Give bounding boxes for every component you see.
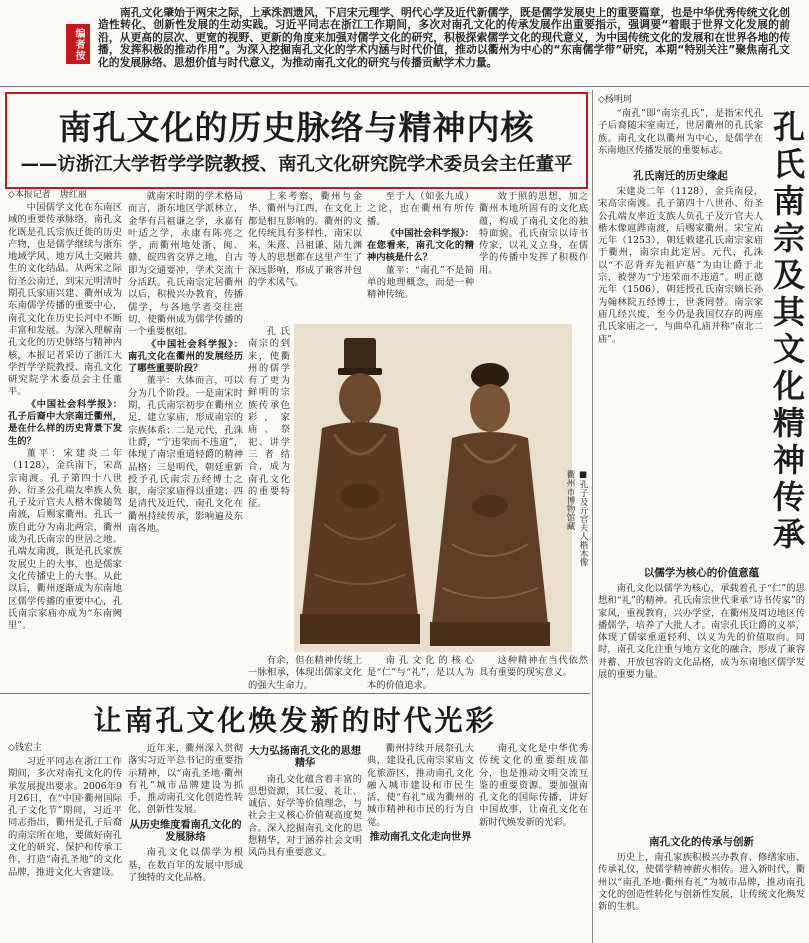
question-paragraph: 《中国社会科学报》：南孔文化在衢州的发展经历了哪些重要阶段？ <box>128 338 243 375</box>
interview-subtitle: ——访浙江大学哲学学院教授、南孔文化研究院学术委员会主任董平 <box>20 154 573 175</box>
feature-byline: ◇钱宏主 <box>8 743 42 753</box>
interview-column-1 <box>8 202 122 690</box>
feature-divider <box>0 693 590 694</box>
feature-column-5 <box>479 743 588 941</box>
body-paragraph: “南孔”即“南宗孔氏”，是指宋代孔子后裔随宋室南迁，世居衢州的孔氏家族。南孔文化以衢州为中心，是儒学在东南地区传播发展的重要标志。 <box>598 108 763 156</box>
body-paragraph: 南孔文化以儒学为根基，在数百年的发展中形成了独特的文化品格。 <box>128 847 243 883</box>
body-paragraph: 这种精神在当代依然具有重要的现实意义。 <box>479 655 588 679</box>
body-paragraph: 宋建炎二年（1128），金兵南侵，宋高宗南渡。孔子第四十八世孙、衍圣公孔端友率近支族人负孔子及亓官夫人楷木像扈跸南渡，后赐家衢州。宋宝祐元年（1253），朝廷敕建孔氏南宗家庙于衢州，南宗由此定居。元代，孔洙以“不忍背弃先祖庐墓”为由让爵于北宗，被誉为“宁违荣而不违道”。明正德元年（1506），朝廷授孔氏南宗嫡长孙为翰林院五经博士，世袭罔替。南宗家庙几经兴废，至今仍是我国仅存的两座孔氏家庙之一，与曲阜孔庙并称“南北二庙”。 <box>598 186 763 345</box>
interview-column-4-bottom <box>367 655 474 690</box>
section-subhead: 从历史维度看南孔文化的发展脉络 <box>129 819 242 844</box>
feature-column-1 <box>8 756 122 941</box>
section-subhead: 大力弘扬南孔文化的思想精华 <box>248 746 362 770</box>
side-subhead-3: 南孔文化的传承与创新 <box>649 836 754 848</box>
side-subhead-1: 孔氏南迁的历史缘起 <box>633 170 728 182</box>
body-paragraph: 南孔文化以儒学为核心，承载着孔子“仁”的思想和“礼”的精神。孔氏南宗世代秉承“诗书传家”的家风，重视教育，兴办学堂，在衢州及周边地区传播儒学，培养了大批人才。南宗孔氏让爵的义举，体现了儒家重道轻利、以义为先的价值取向。同时，南孔文化注重与地方文化的融合，形成了兼容并蓄、开放包容的文化品格，成为东南地区儒学发展的重要力量。 <box>598 583 805 681</box>
body-paragraph: 董平：大体而言，可以分为几个阶段。一是南宋时期，孔氏南宗初步在衢州立足，建立家庙，形成南宗的宗族体系；二是元代，孔洙让爵，“宁违荣而不违道”，体现了南宗重道轻爵的精神品格；三是明代，朝廷重新授予孔氏南宗五经博士之职，南宗家庙得以重建；四是清代及近代，南孔文化在衢州持续传承，影响遍及东南各地。 <box>128 375 243 535</box>
body-paragraph: 董平：宋建炎二年（1128），金兵南下，宋高宗南渡。孔子第四十八世孙、衍圣公孔端友率族人负孔子及亓官夫人楷木像随驾南渡，后赐家衢州。孔氏一族自此分为南北两宗，衢州成为孔氏南宗的世居之地。孔端友南渡，既是孔氏家族发展史上的大事，也是儒家文化传播史上的大事。从此以后，衢州逐渐成为东南地区儒学传播的重要中心，孔氏南宗家庙亦成为“东南阙里”。 <box>8 447 122 632</box>
feature-title: 让南孔文化焕发新的时代光彩 <box>93 704 497 737</box>
body-paragraph: 董平：“南孔”不是简单的地理概念，而是一种精神传统。 <box>367 264 474 301</box>
interview-column-2 <box>128 191 243 690</box>
interview-column-4-top <box>367 191 474 321</box>
question-paragraph: 《中国社会科学报》：孔子后裔中大宗南迁衢州，是在什么样的历史背景下发生的？ <box>8 398 122 447</box>
side-block-d <box>598 852 805 941</box>
interview-title-box <box>5 92 588 189</box>
photo-caption-source: 衢州市博物馆藏 <box>565 470 575 531</box>
statues-photo <box>294 324 572 652</box>
interview-title: 南孔文化的历史脉络与精神内核 <box>58 108 535 147</box>
top-divider <box>0 86 809 87</box>
statues-illustration <box>294 324 572 652</box>
photo-caption <box>565 470 589 650</box>
body-paragraph: 南孔文化蕴含着丰富的思想资源，其仁爱、礼让、诚信、好学等价值理念，与社会主义核心价值观高度契合。深入挖掘南孔文化的思想精华，对于涵养社会文明风尚具有重要意义。 <box>248 773 362 859</box>
body-paragraph: 至于人（如张九成）之论，也在衢州有所传播。 <box>367 191 474 227</box>
body-paragraph: 习近平同志在浙江工作期间，多次对南孔文化的传承发展提出要求。2006年9月26日，在“中国·衢州国际孔子文化节”期间，习近平同志指出，衢州是孔子后裔的南宗所在地，要做好南孔文化的研究、保护和传承工作，打造“南孔圣地”的文化品牌，推进文化大省建设。 <box>8 756 122 878</box>
body-paragraph: 中国儒学文化在东南区域的重要传承脉络，南孔文化既是孔氏宗族迁徙的历史产物，也是儒学继续与浙东地域学风、地方风土交融共生的文化结晶。从两宋之际衍圣公南迁，到宋元明清时期孔氏家庙兴建、衢州成为东南儒学传播的重要中心，南孔文化在历史长河中不断丰富和发展。为深入理解南孔文化的历史脉络与精神内核，本报记者采访了浙江大学哲学学院教授、南孔文化研究院学术委员会主任董平。 <box>8 202 122 398</box>
photo-caption-main: ■孔子及亓官夫人楷木像 <box>578 470 588 566</box>
side-block-a <box>598 108 763 168</box>
question-paragraph: 《中国社会科学报》：在您看来，南孔文化的精神内核是什么？ <box>367 227 474 264</box>
feature-column-4 <box>367 743 474 941</box>
interview-column-5-bottom <box>479 655 588 690</box>
interview-byline: ◇本报记者 唐红丽 <box>8 190 87 200</box>
side-article-title: 孔氏南宗及其文化精神传承 <box>768 110 806 554</box>
feature-column-2 <box>128 743 243 941</box>
body-paragraph: 孔氏南宗的到来，使衢州的儒学有了更为鲜明的宗族传承色彩，家庙、祭祀、讲学三者结合，成为南孔文化的重要特征。 <box>248 326 290 510</box>
side-block-b <box>598 186 763 562</box>
editor-note-text: 南孔文化肇始于两宋之际，上承洙泗遗风，下启宋元理学、明代心学及近代新儒学，既是儒学发展史上的重要篇章，也是中华优秀传统文化创造性转化、创新性发展的生动实践。习近平同志在浙江工作期间，多次对南孔文化的传承发展作出重要指示，强调要“着眼于世界文化发展的前沿，从更高的层次、更宽的视野、更新的角度来加强对儒学文化的研究，积极探索儒学文化的现代意义，为中国传统文化的发展和在世界各地的传播，发挥积极的推动作用”。为深入挖掘南孔文化的学术内涵与时代价值，推动以衢州为中心的“东南儒学带”研究，本期“特别关注”聚焦南孔文化的发展脉络、思想价值与时代意义，为推动南孔文化的研究与传播贡献学术力量。 <box>98 7 790 69</box>
body-paragraph: 近年来，衢州深入贯彻落实习近平总书记的重要指示精神，以“南孔圣地·衢州有礼”城市品牌建设为抓手，推动南孔文化创造性转化、创新性发展。 <box>128 743 243 816</box>
column-divider <box>592 90 593 943</box>
interview-column-3-top <box>248 191 362 321</box>
editor-note-tag: 编者按 <box>66 24 90 64</box>
interview-column-3-narrow <box>248 326 290 650</box>
interview-column-5-top <box>479 191 588 321</box>
body-paragraph: 效于照的思想，加之衢州本地所固有的文化底蕴，构成了南孔文化的独特面貌。孔氏南宗以诗书传家，以礼义立身，在儒学的传播中发挥了积极作用。 <box>479 191 588 276</box>
feature-column-3 <box>248 743 362 941</box>
side-subhead-2: 以儒学为核心的价值意蕴 <box>643 567 760 579</box>
section-subhead: 推动南孔文化走向世界 <box>369 832 472 844</box>
body-paragraph: 上来考察，衢州与金华、衢州与江西，在文化上都是相互影响的。衢州的文化传统具有多样性，南宋以来，朱熹、吕祖谦、陆九渊等人的思想都在这里产生了深远影响，形成了兼容并包的学术风气。 <box>248 191 362 289</box>
body-paragraph: 南孔文化是中华优秀传统文化的重要组成部分，也是推动文明交流互鉴的重要资源。要加强南孔文化的国际传播，讲好中国故事，让南孔文化在新时代焕发新的光彩。 <box>479 743 588 828</box>
body-paragraph: 历史上，南孔家族积极兴办教育、修缮家庙、传承礼仪，使儒学精神薪火相传。进入新时代，衢州以“南孔圣地·衢州有礼”为城市品牌，推动南孔文化的创造性转化与创新性发展，让传统文化焕发新的生机。 <box>598 852 805 913</box>
body-paragraph: 南孔文化的核心是“仁”与“礼”，是以人为本的价值追求。 <box>367 655 474 690</box>
body-paragraph: 有余，但在精神传统上一脉相承，体现出儒家文化的强大生命力。 <box>248 655 362 690</box>
side-block-c <box>598 583 805 833</box>
interview-column-3-bottom <box>248 655 362 690</box>
side-byline: ◇杨明珂 <box>598 95 632 105</box>
body-paragraph: 就南宋时期的学术格局而言，浙东地区学派林立，金华有吕祖谦之学，永嘉有叶适之学，永康有陈亮之学，而衢州地处浙、闽、赣、皖四省交界之地，自古即为交通要冲，学术交流十分活跃。孔氏南宗定居衢州以后，积极兴办教育，传播儒学，与各地学者交往密切，使衢州成为儒学传播的一个重要枢纽。 <box>128 191 243 338</box>
body-paragraph: 衢州持续开展祭孔大典，建设孔氏南宗家庙文化旅游区，推动南孔文化融入城市建设和市民生活，使“有礼”成为衢州的城市精神和市民的行为自觉。 <box>367 743 474 828</box>
